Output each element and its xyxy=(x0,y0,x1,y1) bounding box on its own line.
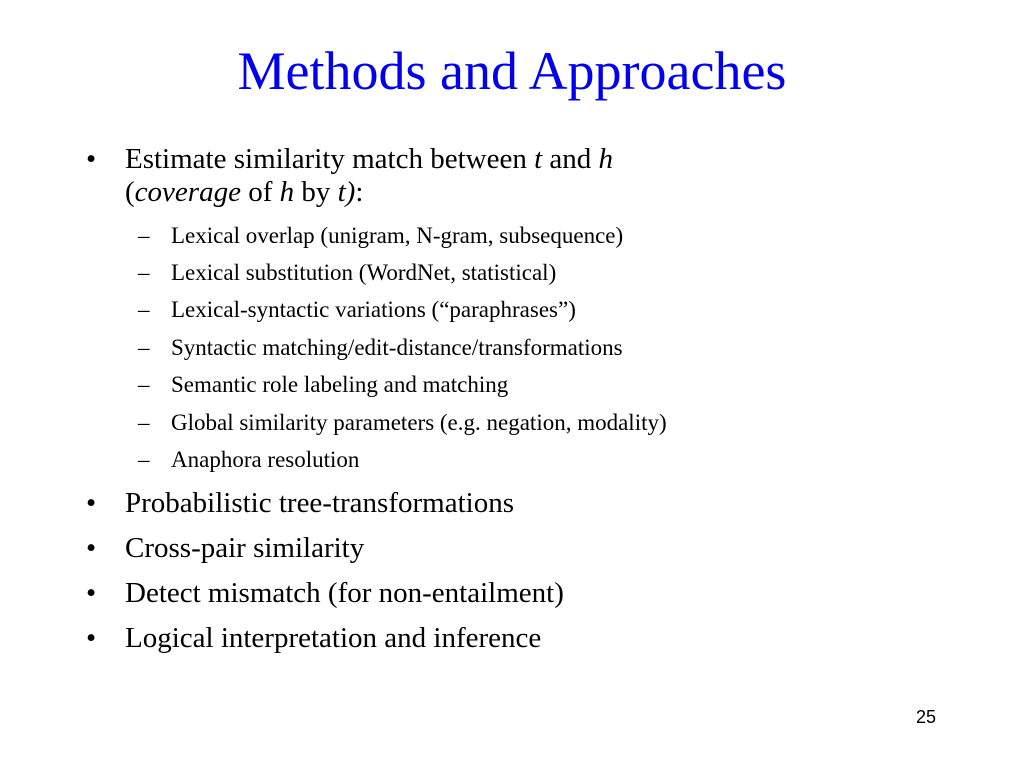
dash-mark: – xyxy=(138,297,150,322)
bullet-text: Logical interpretation and inference xyxy=(125,622,542,654)
sub-bullet-text: Lexical-syntactic variations (“paraphrases”) xyxy=(171,297,576,322)
bullet-mark: • xyxy=(86,143,97,175)
bullet-text: Cross-pair similarity xyxy=(125,532,365,564)
sub-bullet-text: Global similarity parameters (e.g. negation, modality) xyxy=(171,410,667,435)
italic-t: t) xyxy=(337,176,356,208)
slide-title: Methods and Approaches xyxy=(237,41,787,101)
text-segment: : xyxy=(355,176,364,208)
italic-t: t xyxy=(534,143,543,175)
dash-mark: – xyxy=(138,223,150,248)
text-segment: ( xyxy=(125,176,135,208)
bullet-text: Detect mismatch (for non-entailment) xyxy=(125,577,564,609)
dash-mark: – xyxy=(138,447,150,472)
text-segment: Estimate similarity match between xyxy=(125,143,535,175)
dash-mark: – xyxy=(138,260,150,285)
dash-mark: – xyxy=(138,410,150,435)
dash-mark: – xyxy=(138,335,150,360)
bullet-mark: • xyxy=(86,622,97,654)
sub-bullet-text: Anaphora resolution xyxy=(171,447,360,472)
bullet-mark: • xyxy=(86,487,97,519)
bullet-mark: • xyxy=(86,532,97,564)
dash-mark: – xyxy=(138,372,150,397)
sub-bullet-text: Syntactic matching/edit-distance/transformations xyxy=(171,335,623,360)
bullet-text-line1 xyxy=(125,142,613,176)
text-segment: by xyxy=(294,176,338,208)
bullet-text: Probabilistic tree-transformations xyxy=(125,487,514,519)
text-segment: and xyxy=(542,143,599,175)
sub-bullet-text: Semantic role labeling and matching xyxy=(171,372,509,397)
text-segment: of xyxy=(240,176,280,208)
italic-coverage: coverage xyxy=(134,176,241,208)
sub-bullet-text: Lexical overlap (unigram, N-gram, subsequence) xyxy=(171,223,624,248)
page-number: 25 xyxy=(915,707,937,727)
italic-h: h xyxy=(279,176,295,208)
italic-h: h xyxy=(598,143,614,175)
bullet-mark: • xyxy=(86,577,97,609)
bullet-text-line2 xyxy=(125,175,363,209)
sub-bullet-text: Lexical substitution (WordNet, statistical) xyxy=(171,260,557,285)
